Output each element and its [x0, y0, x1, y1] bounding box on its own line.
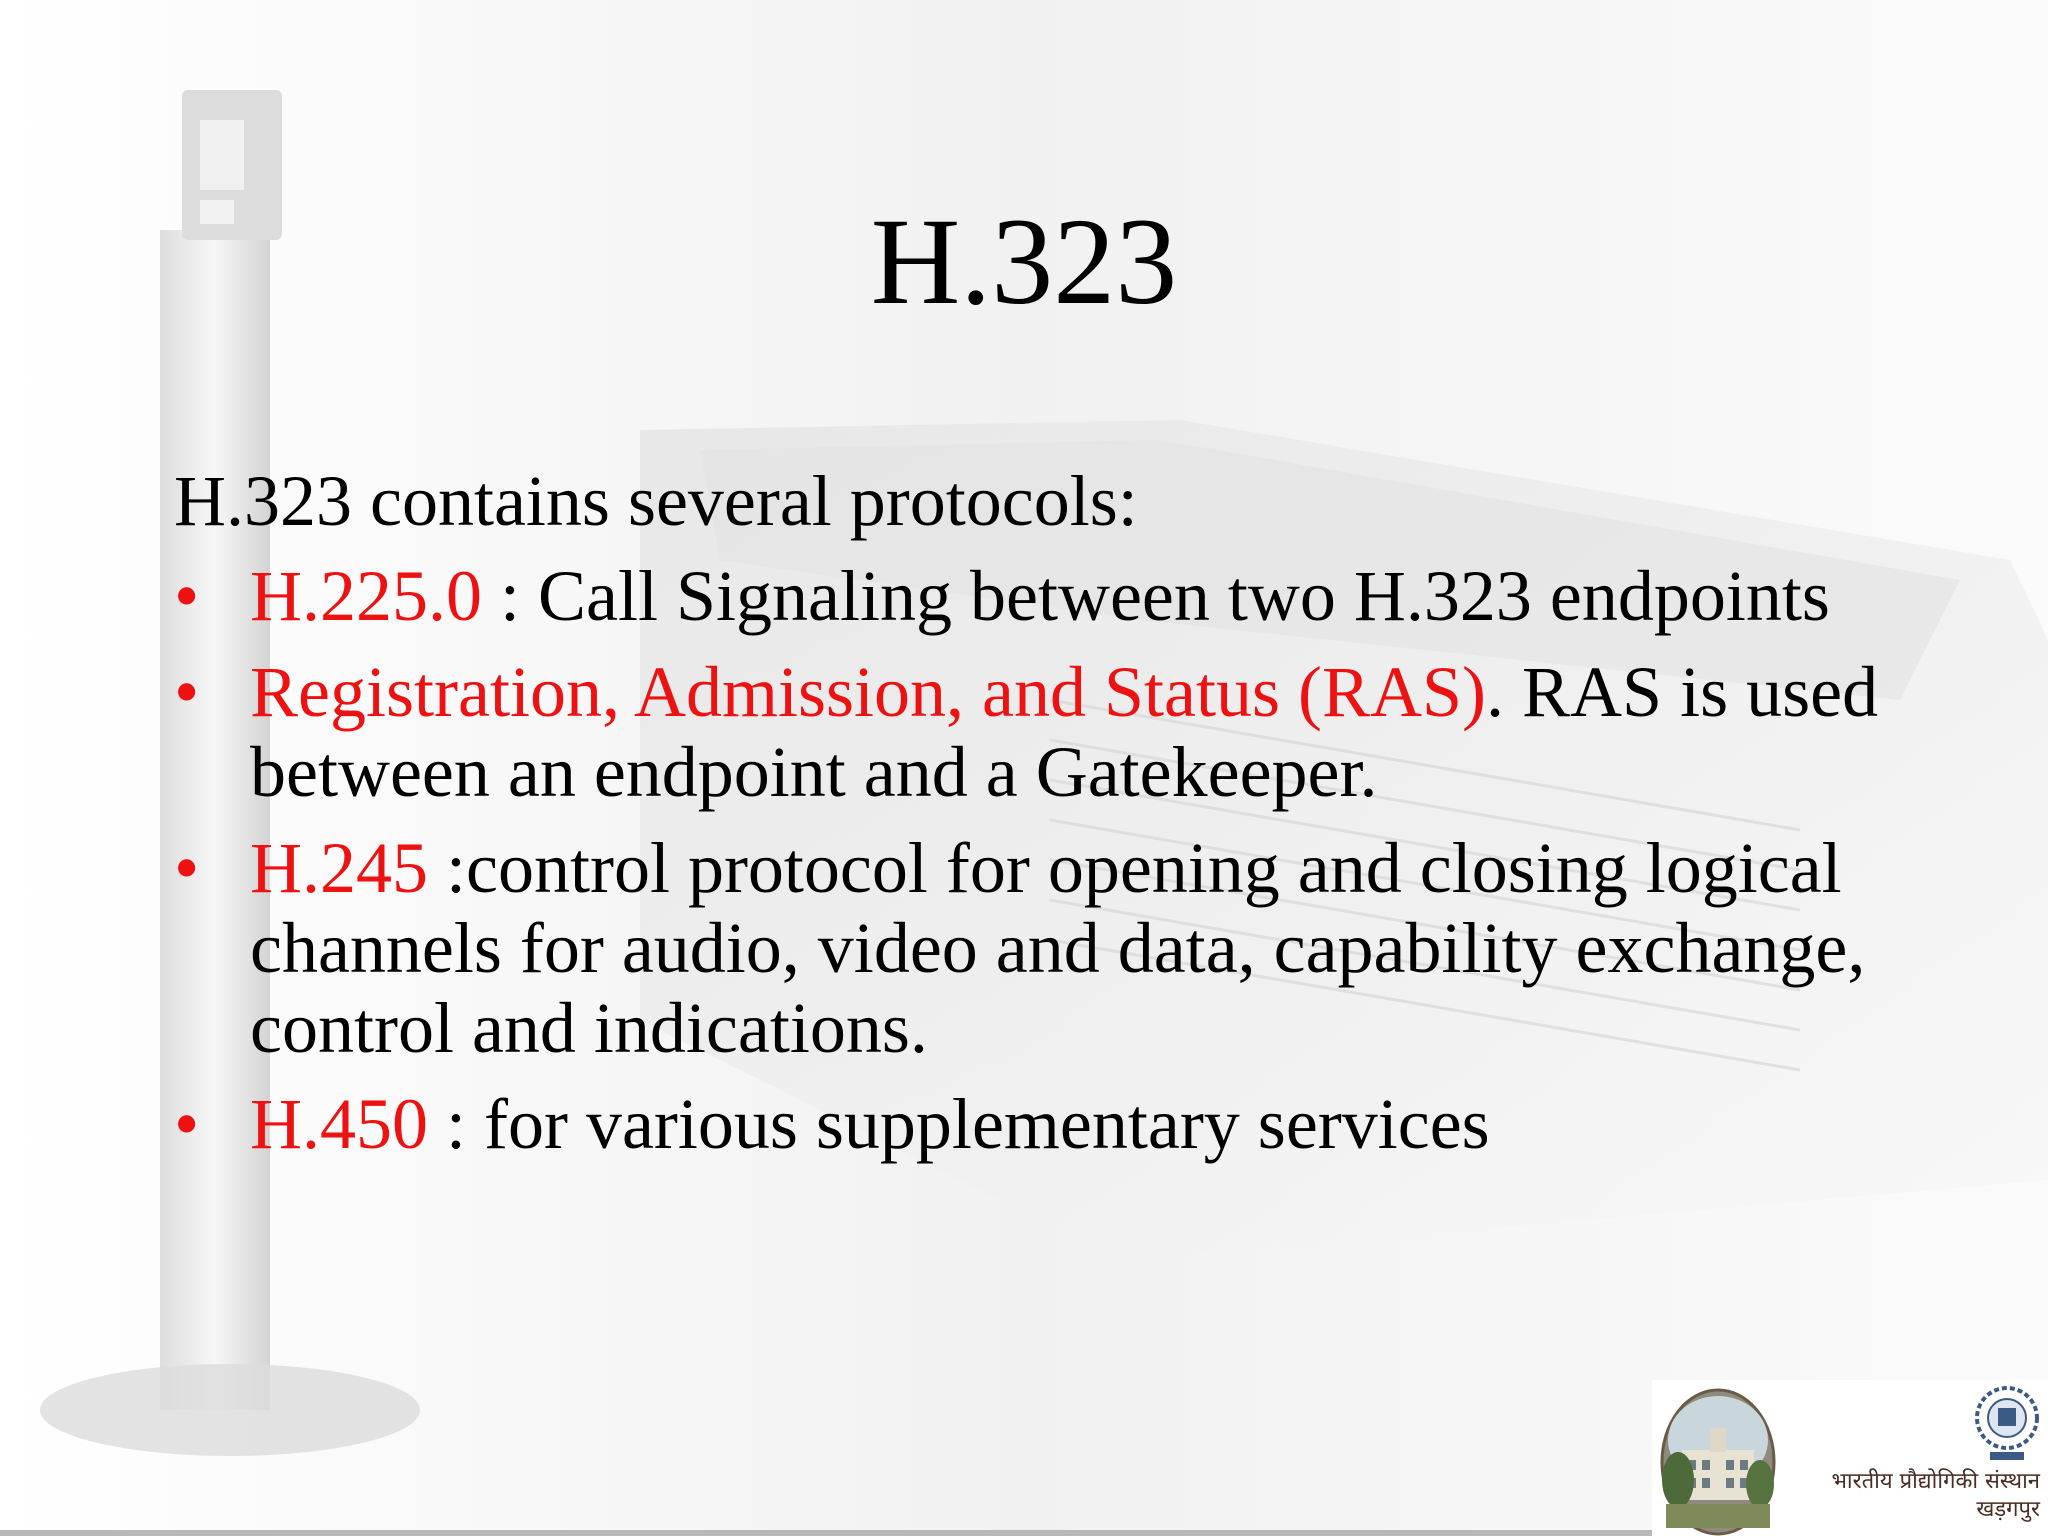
institute-logo [1652, 1380, 2048, 1536]
bullet-icon: • [174, 1084, 200, 1164]
bullet-icon: • [174, 828, 200, 908]
protocol-name: H.245 [250, 828, 428, 908]
intro-text: H.323 contains several protocols: [174, 461, 1138, 541]
protocol-name: H.225.0 [250, 556, 482, 636]
slide-content [174, 460, 1894, 1180]
protocol-name: Registration, Admission, and Status (RAS) [250, 652, 1487, 732]
protocol-description: . RAS is used between an endpoint and a Gatekeeper. [250, 652, 1879, 812]
bullet-list [174, 556, 1894, 1164]
bullet-icon: • [174, 652, 200, 732]
institute-name [1831, 1468, 2040, 1524]
slide-title: H.323 [870, 193, 1178, 330]
institute-emblem-icon [1972, 1384, 2042, 1462]
institute-name-line1: भारतीय प्रौद्योगिकी संस्थान [1831, 1469, 2040, 1494]
protocol-description: : Call Signaling between two H.323 endpoints [482, 556, 1830, 636]
building-photo-icon [1656, 1380, 1786, 1536]
bullet-icon: • [174, 556, 200, 636]
institute-name-line2: खड़गपुर [1976, 1497, 2040, 1522]
protocol-name: H.450 [250, 1084, 428, 1164]
list-item [174, 828, 1894, 1068]
protocol-description: :control protocol for opening and closing logical channels for audio, video and data, capability exchange, control and indications. [250, 828, 1866, 1068]
protocol-description: : for various supplementary services [428, 1084, 1490, 1164]
list-item [174, 652, 1894, 812]
list-item [174, 1084, 1894, 1164]
list-item [174, 556, 1894, 636]
